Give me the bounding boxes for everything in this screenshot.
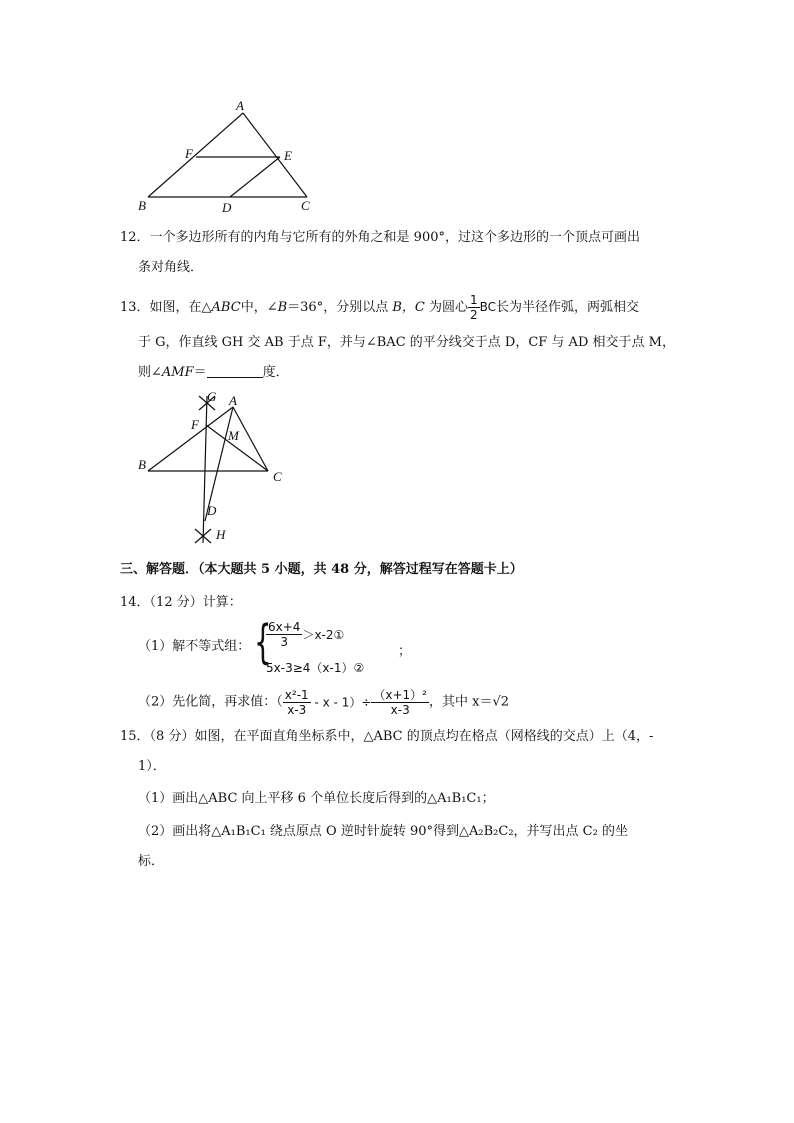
segment-de bbox=[230, 157, 280, 197]
label-c: C bbox=[301, 198, 310, 213]
label-h: H bbox=[216, 527, 226, 542]
segment-ac bbox=[243, 113, 307, 197]
label-a: A bbox=[229, 393, 237, 408]
answer-blank[interactable] bbox=[207, 364, 263, 378]
q15-line-2: 1）． bbox=[138, 759, 166, 774]
q15-part-1: （1）画出△ABC 向上平移 6 个单位长度后得到的△A₁B₁C₁； bbox=[138, 791, 495, 806]
segment-ab bbox=[148, 113, 243, 197]
section-3-heading: 三、解答题．（本大题共 5 小题，共 48 分，解答过程写在答题卡上） bbox=[120, 562, 523, 577]
q14-part2: （2）先化简，再求值：（ $\frac{\text{x²-1}}{x-3}$ - x - 1）÷ $\frac{\text{（x+1）²}}{x-3}$ ，其中 x＝√2 bbox=[138, 688, 510, 717]
label-d: D bbox=[222, 200, 232, 215]
label-e: E bbox=[284, 148, 292, 163]
triangle-figure-2 bbox=[130, 388, 300, 550]
q12-line-1: 12．一个多边形所有的内角与它所有的外角之和是 900°，过这个多边形的一个顶点可画出 bbox=[120, 230, 640, 245]
q15-part-2-line-1: （2）画出将△A₁B₁C₁ 绕点原点 O 逆时针旋转 90°得到△A₂B₂C₂，并写出点 C₂ 的坐 bbox=[138, 824, 628, 839]
label-b: B bbox=[138, 198, 146, 213]
label-b: B bbox=[138, 457, 146, 472]
label-g: G bbox=[207, 389, 217, 404]
q15-line-1: 15．（8 分）如图，在平面直角坐标系中，△ABC 的顶点均在格点（网格线的交点）上（4，- bbox=[120, 729, 654, 744]
q13-line-3: 则∠AMF＝ 度． bbox=[138, 365, 289, 380]
q15-part-2-line-2: 标． bbox=[138, 854, 165, 869]
label-f: F bbox=[185, 146, 193, 161]
q12-line-2: 条对角线． bbox=[138, 260, 204, 275]
label-d: D bbox=[207, 503, 217, 518]
inequality-2: 5x-3≥4（x-1）② bbox=[266, 661, 365, 675]
triangle-figure-1 bbox=[130, 96, 330, 221]
q14-title: 14．（12 分）计算： bbox=[120, 595, 242, 610]
label-a: A bbox=[236, 98, 244, 113]
system-brace: { bbox=[254, 615, 272, 669]
part1-end: ； bbox=[398, 644, 412, 659]
inequality-1: $\frac{6x+4}{3}$ ＞x-2① bbox=[268, 620, 345, 649]
label-f: F bbox=[191, 417, 199, 432]
q13-line-1: 13．如图，在△ABC中，∠B＝36°，分别以点 B，C 为圆心 $\frac{1}{2}$ BC长为半径作弧，两弧相交 bbox=[120, 293, 640, 322]
label-c: C bbox=[273, 469, 282, 484]
q14-part1-label: （1）解不等式组： bbox=[138, 639, 251, 654]
fraction-half: $\frac{1}{2}$ bbox=[470, 293, 478, 322]
q13-line-2: 于 G，作直线 GH 交 AB 于点 F，并与∠BAC 的平分线交于点 D，CF 与 AD 相交于点 M， bbox=[138, 335, 675, 350]
label-m: M bbox=[228, 428, 239, 443]
